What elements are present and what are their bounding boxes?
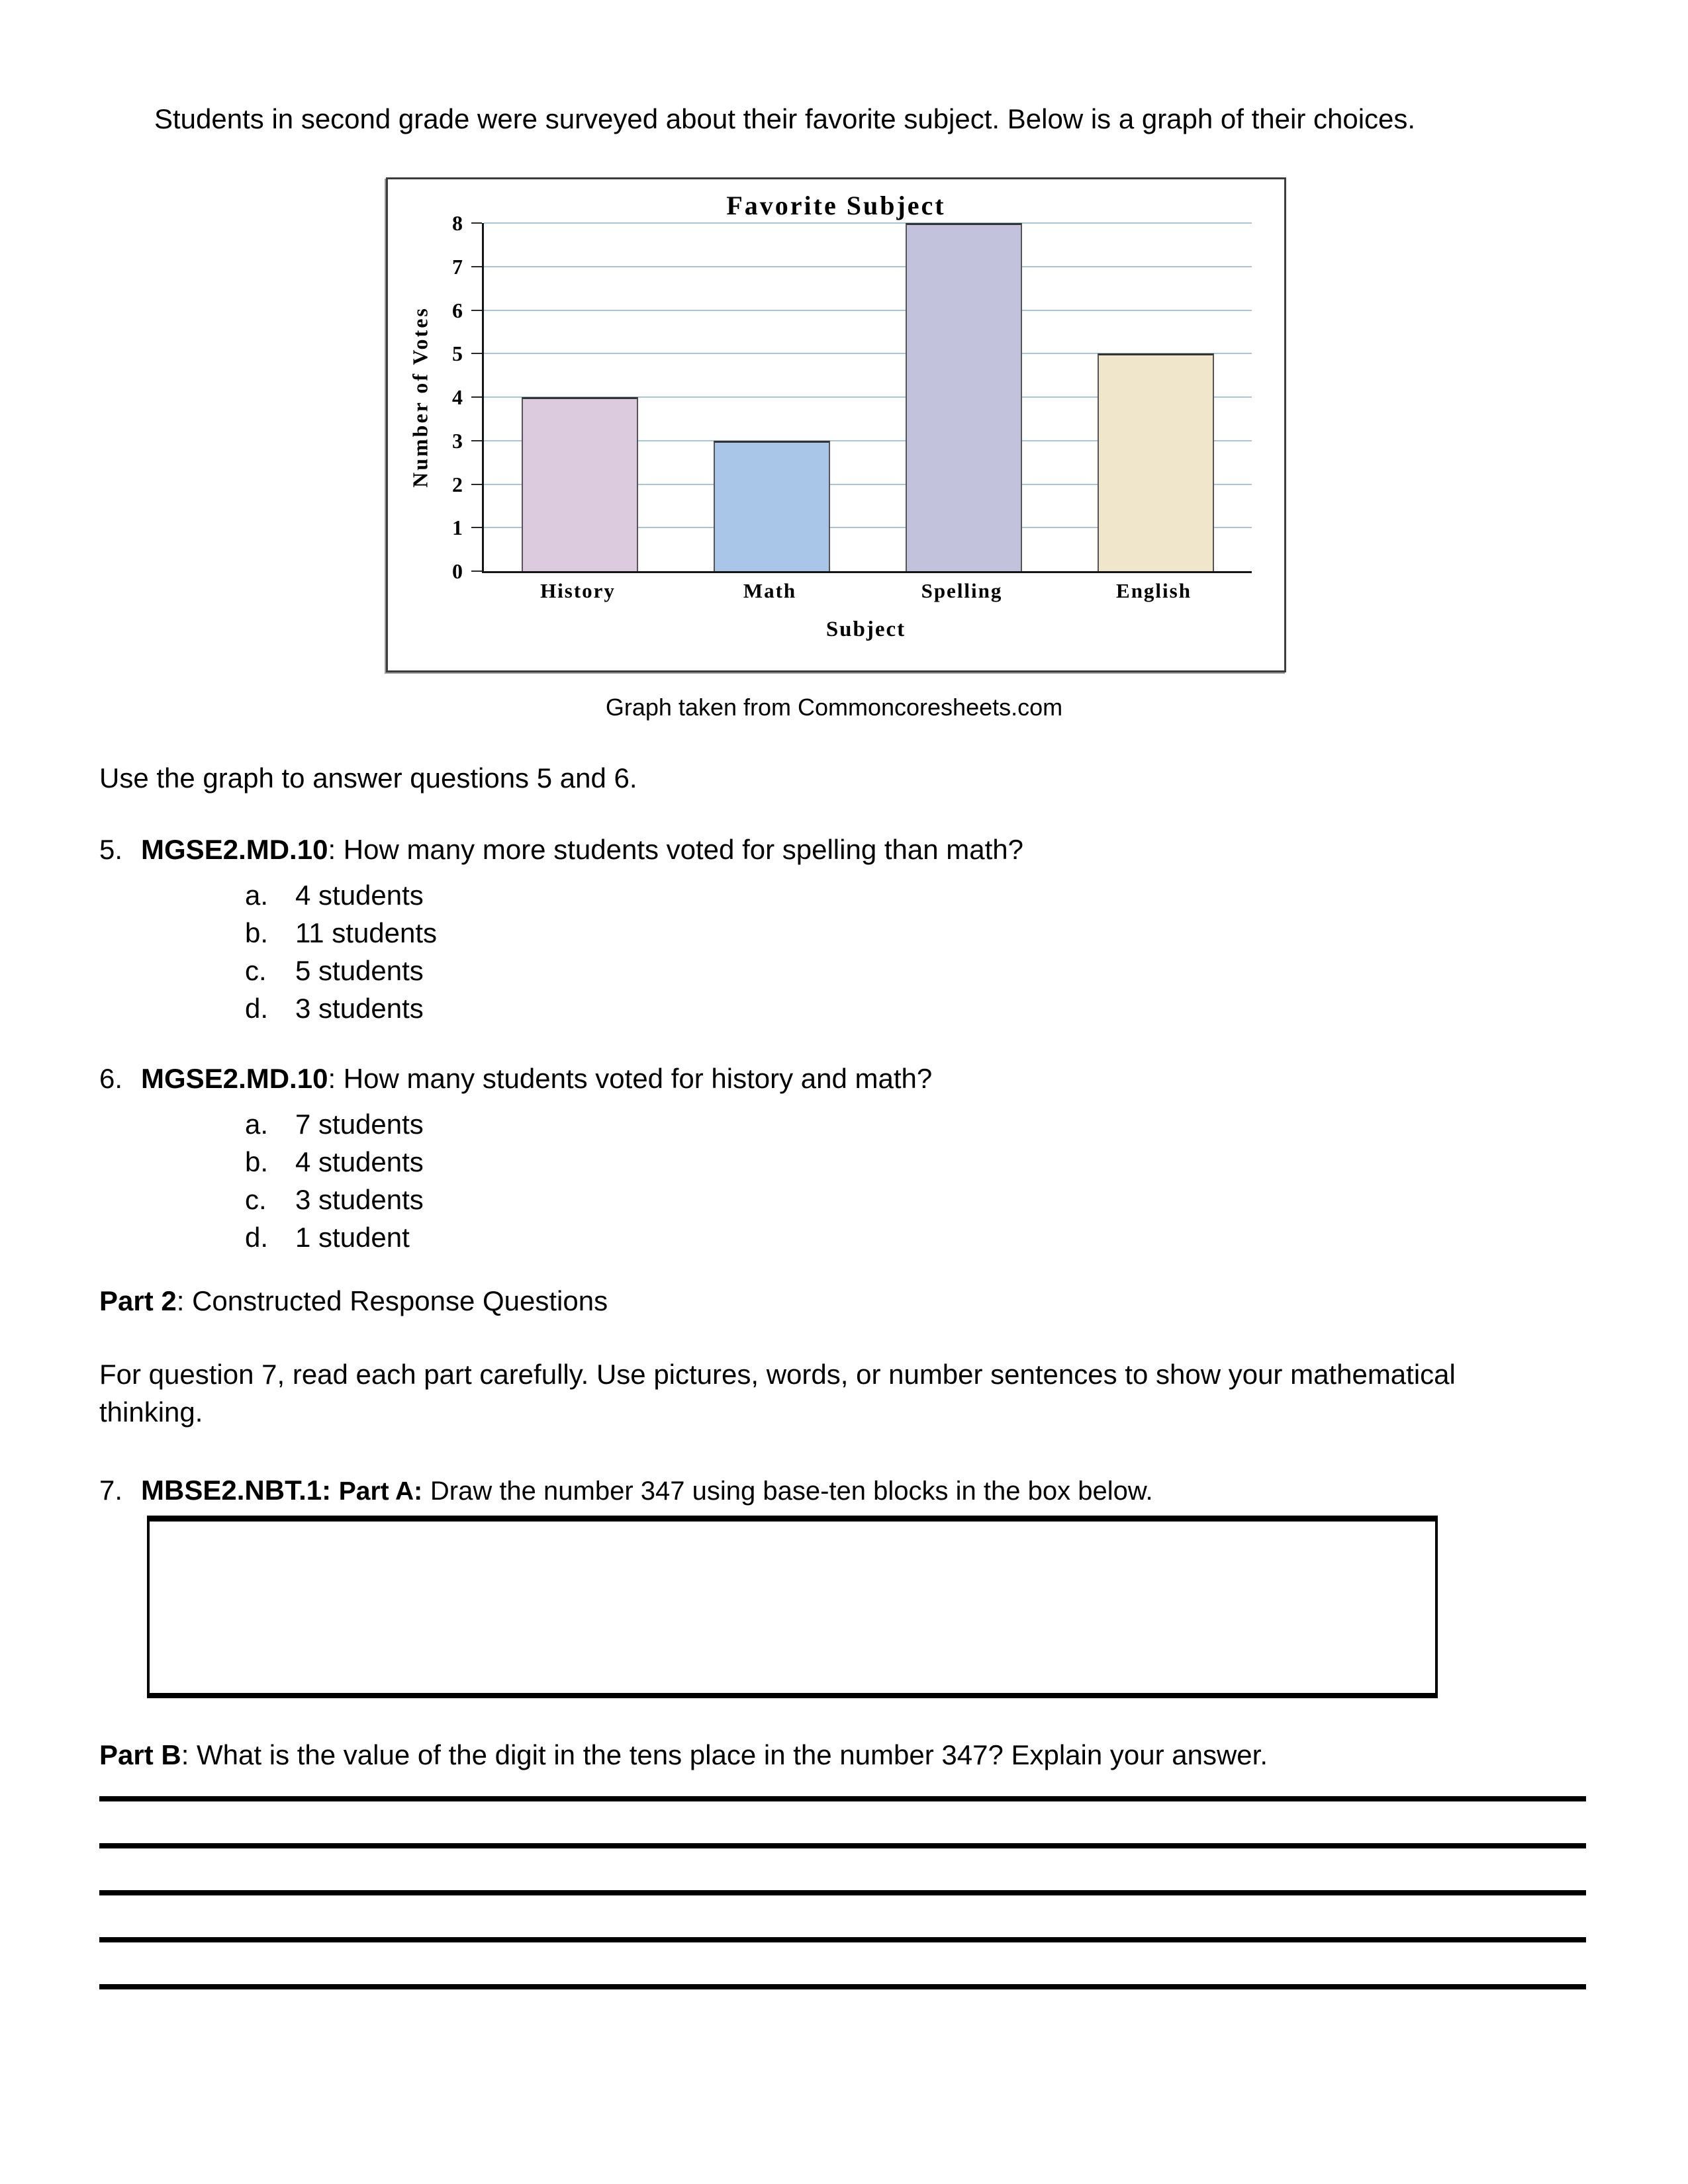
answer-line [99,1843,1586,1848]
part2-rest: : Constructed Response Questions [176,1285,608,1316]
answer-line [99,1890,1586,1895]
part-b-label: Part B [99,1739,181,1770]
bars-row [484,223,1252,571]
written-answer-lines [99,1796,1586,2031]
y-tick-label-8: 8 [452,211,463,235]
y-tick-label-4: 4 [452,385,463,409]
bar-english [1098,353,1214,571]
bar-slot-spelling [868,223,1060,571]
standard-code: MGSE2.MD.10 [141,834,328,865]
use-graph-note: Use the graph to answer questions 5 and 6. [99,762,637,794]
intro-text: Students in second grade were surveyed about their favorite subject. Below is a graph of their choices. [154,103,1416,134]
y-tick-label-6: 6 [452,298,463,322]
part2-instructions: For question 7, read each part carefully. Use pictures, words, or number sentences to show your mathematical thinking. [99,1359,1456,1428]
option-row [245,1143,932,1181]
standard-code: MGSE2.MD.10 [141,1063,328,1094]
bar-slot-english [1060,223,1252,571]
bar-slot-history [484,223,676,571]
option-text: 4 students [295,880,424,911]
question-number: 5. [99,834,123,865]
y-axis-label: Number of Votes [408,306,432,488]
option-letter: d. [245,1222,269,1253]
option-row [245,952,1023,989]
question-5-options [245,876,1023,1027]
bar-slot-math [676,223,868,571]
bar-math [714,441,830,571]
x-tick-label-history: History [540,579,616,602]
option-row [245,876,1023,914]
option-letter: b. [245,1146,269,1177]
option-row [245,1181,932,1218]
bar-spelling [906,223,1022,571]
option-text: 7 students [295,1109,424,1140]
favorite-subject-chart [386,177,1286,672]
x-axis-label: Subject [825,617,906,641]
option-text: 5 students [295,955,424,986]
option-letter: c. [245,955,267,986]
x-axis-tick-labels [482,579,1250,603]
answer-line [99,1796,1586,1801]
chart-title: Favorite Subject [726,191,946,220]
answer-line [99,1937,1586,1942]
option-letter: a. [245,880,269,911]
y-tickmark-2 [471,484,482,485]
question-6 [99,1063,932,1256]
option-text: 4 students [295,1146,424,1177]
standard-code: MBSE2.NBT.1: [141,1475,332,1506]
drawing-answer-box [147,1516,1438,1698]
y-tick-label-2: 2 [452,472,463,496]
question-number: 7. [99,1475,123,1506]
y-tickmark-1 [471,527,482,528]
y-tickmark-4 [471,396,482,398]
x-tick-label-english: English [1116,579,1192,602]
y-tickmark-0 [471,570,482,572]
question-text: Draw the number 347 using base-ten blocks in the box below. [430,1477,1153,1506]
x-tick-label-math: Math [743,579,797,602]
option-row [245,1218,932,1256]
option-row [245,989,1023,1027]
option-text: 3 students [295,1184,424,1215]
question-text: : How many students voted for history and math? [328,1063,933,1094]
option-text: 3 students [295,993,424,1024]
question-6-stem [99,1063,932,1095]
chart-source-caption: Graph taken from Commoncoresheets.com [605,694,1063,721]
y-tickmark-8 [471,222,482,224]
y-tickmark-3 [471,440,482,441]
bar-history [522,397,638,571]
question-7 [99,1475,1153,1506]
question-number: 6. [99,1063,123,1094]
option-row [245,914,1023,952]
option-text: 11 students [295,917,438,948]
option-text: 1 student [295,1222,410,1253]
question-5 [99,834,1023,1027]
x-tick-label-spelling: Spelling [921,579,1003,602]
y-tickmark-7 [471,266,482,267]
part2-heading [99,1285,608,1317]
y-tickmark-5 [471,353,482,354]
plot-area [408,211,1252,583]
part2-label: Part 2 [99,1285,177,1316]
option-letter: c. [245,1184,267,1215]
y-tick-label-3: 3 [452,428,463,453]
question-6-options [245,1105,932,1256]
y-tick-label-1: 1 [452,516,463,540]
y-tick-label-7: 7 [452,254,463,279]
y-tick-label-5: 5 [452,341,463,366]
part-b-text: : What is the value of the digit in the tens place in the number 347? Explain your answer. [181,1739,1268,1770]
option-letter: b. [245,917,269,948]
y-tick-label-0: 0 [452,559,463,583]
part-a-label: Part A: [338,1477,423,1506]
answer-line [99,1984,1586,1989]
option-letter: d. [245,993,269,1024]
question-text: : How many more students voted for spelling than math? [328,834,1023,865]
question-5-stem [99,834,1023,866]
part-b-heading [99,1739,1268,1771]
y-tickmark-6 [471,310,482,311]
option-row [245,1105,932,1143]
option-letter: a. [245,1109,269,1140]
